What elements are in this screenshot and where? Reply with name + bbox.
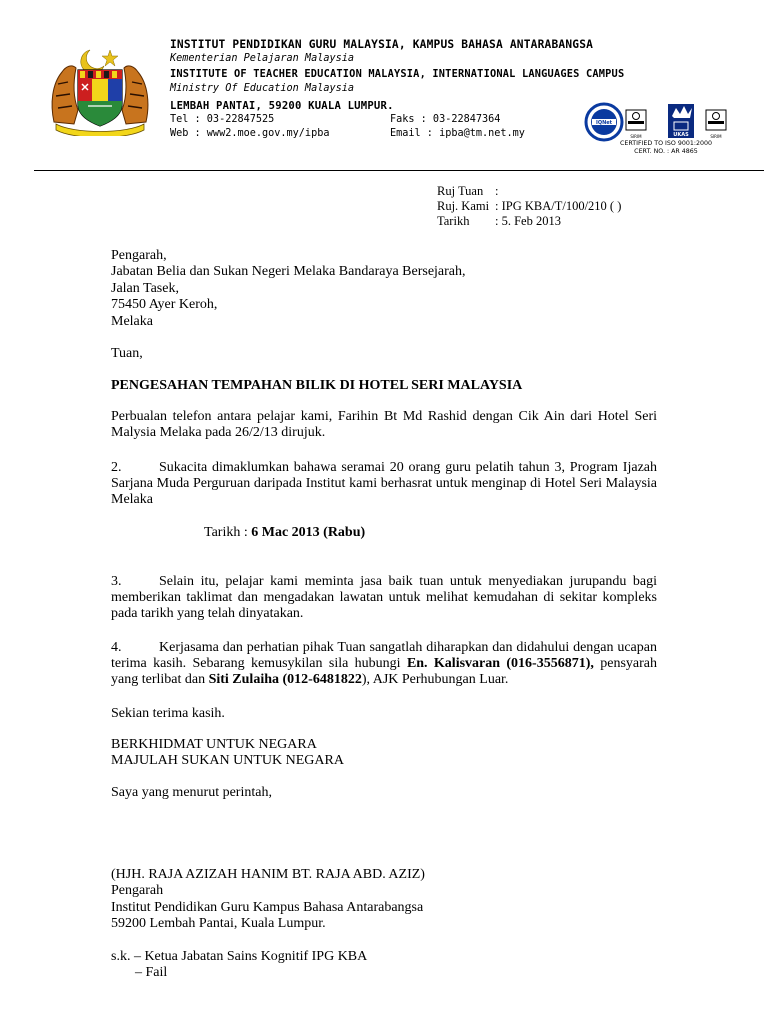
- paragraph-number: 3.: [111, 574, 122, 589]
- ministry-name-en: Ministry Of Education Malaysia: [170, 83, 355, 94]
- cc-line-2: – Fail: [135, 965, 168, 980]
- paragraph-2: [111, 460, 657, 508]
- ref-label: Ruj. Kami: [437, 199, 490, 213]
- ref-value: :: [495, 184, 499, 198]
- institute-name-en: INSTITUTE OF TEACHER EDUCATION MALAYSIA, INTERNATIONAL LANGUAGES CAMPUS: [170, 68, 625, 80]
- ref-label: Ruj Tuan: [437, 184, 484, 198]
- signatory-title: Pengarah: [111, 883, 164, 898]
- contact-committee: Siti Zulaiha (012-6481822: [208, 672, 362, 687]
- header-divider: [34, 170, 764, 171]
- paragraph-number: 4.: [111, 640, 122, 655]
- email: Email : ipba@tm.net.my: [390, 128, 525, 139]
- recipient-department: Jabatan Belia dan Sukan Negeri Melaka Bandaraya Bersejarah,: [111, 264, 466, 279]
- fax: Faks : 03-22847364: [390, 114, 501, 125]
- stay-date-label: Tarikh :: [204, 525, 252, 540]
- iso-certification-note: [596, 140, 736, 156]
- paragraph-text: Kerjasama dan perhatian pihak Tuan sangatlah diharapkan dan didahului dengan ucapan terima kasih. Sebarang kemusykilan sila hubungi: [111, 640, 657, 671]
- paragraph-1: Perbualan telefon antara pelajar kami, Farihin Bt Md Rashid dengan Cik Ain dari Hotel Seri Malysia Melaka pada 26/2/13 dirujuk.: [111, 409, 657, 440]
- institute-address: LEMBAH PANTAI, 59200 KUALA LUMPUR.: [170, 100, 394, 112]
- signatory-name: (HJH. RAJA AZIZAH HANIM BT. RAJA ABD. AZIZ): [111, 867, 425, 882]
- telephone: Tel : 03-22847525: [170, 114, 275, 125]
- contact-lecturer: En. Kalisvaran (016-3556871),: [406, 656, 594, 671]
- signatory-address: 59200 Lembah Pantai, Kuala Lumpur.: [111, 916, 326, 931]
- recipient-street: Jalan Tasek,: [111, 281, 179, 296]
- paragraph-number: 2.: [111, 460, 122, 475]
- ref-label: Tarikh: [437, 214, 470, 228]
- ref-date: [437, 214, 561, 229]
- signatory-organization: Institut Pendidikan Guru Kampus Bahasa Antarabangsa: [111, 900, 424, 915]
- letter-subject: PENGESAHAN TEMPAHAN BILIK DI HOTEL SERI MALAYSIA: [111, 378, 523, 393]
- ref-value: : IPG KBA/T/100/210 ( ): [495, 199, 622, 213]
- svg-text:UKAS: UKAS: [673, 132, 689, 138]
- website: Web : www2.moe.gov.my/ipba: [170, 128, 330, 139]
- cert-line: CERTIFIED TO ISO 9001:2000: [619, 140, 713, 147]
- stay-date-value: 6 Mac 2013 (Rabu): [251, 525, 366, 540]
- salutation: Tuan,: [111, 346, 143, 361]
- cert-number: CERT. NO. : AR 4865: [634, 148, 698, 155]
- stay-date-line: [204, 525, 365, 541]
- recipient-title: Pengarah,: [111, 248, 167, 263]
- paragraph-text: ), AJK Perhubungan Luar.: [361, 672, 509, 687]
- recipient-state: Melaka: [111, 314, 153, 329]
- by-order: Saya yang menurut perintah,: [111, 785, 272, 800]
- ref-our-reference: [437, 199, 621, 214]
- paragraph-text: Selain itu, pelajar kami meminta jasa baik tuan untuk menyediakan jurupandu bagi memberikan taklimat dan mengadakan lawatan untuk melihat kemudahan di sekitar kompleks pada tarikh yang telah dinyatakan.: [111, 574, 657, 621]
- paragraph-text: pensyarah yang terlibat dan: [111, 656, 658, 687]
- recipient-postcode: 75450 Ayer Keroh,: [111, 297, 218, 312]
- cc-line-1: s.k. – Ketua Jabatan Sains Kognitif IPG KBA: [111, 949, 368, 964]
- institute-name-ms: INSTITUT PENDIDIKAN GURU MALAYSIA, KAMPUS BAHASA ANTARABANGSA: [170, 38, 594, 51]
- paragraph-4: [111, 640, 657, 688]
- ministry-name-ms: Kementerian Pelajaran Malaysia: [170, 53, 355, 64]
- coat-of-arms-logo: [44, 44, 156, 136]
- svg-text:SIRIM: SIRIM: [710, 134, 722, 139]
- ref-your-reference: [437, 184, 498, 199]
- slogan-1: BERKHIDMAT UNTUK NEGARA: [111, 737, 317, 752]
- svg-text:SIRIM: SIRIM: [630, 134, 642, 139]
- slogan-2: MAJULAH SUKAN UNTUK NEGARA: [111, 753, 344, 768]
- closing: Sekian terima kasih.: [111, 706, 225, 721]
- paragraph-text: Sukacita dimaklumkan bahawa seramai 20 orang guru pelatih tahun 3, Program Ijazah Sarjana Muda Perguruan daripada Institut kami berhasrat untuk menginap di Hotel Seri Malaysia Melaka: [111, 460, 657, 507]
- paragraph-3: [111, 574, 657, 622]
- ref-value: : 5. Feb 2013: [495, 214, 561, 228]
- svg-text:IQNet: IQNet: [595, 120, 613, 126]
